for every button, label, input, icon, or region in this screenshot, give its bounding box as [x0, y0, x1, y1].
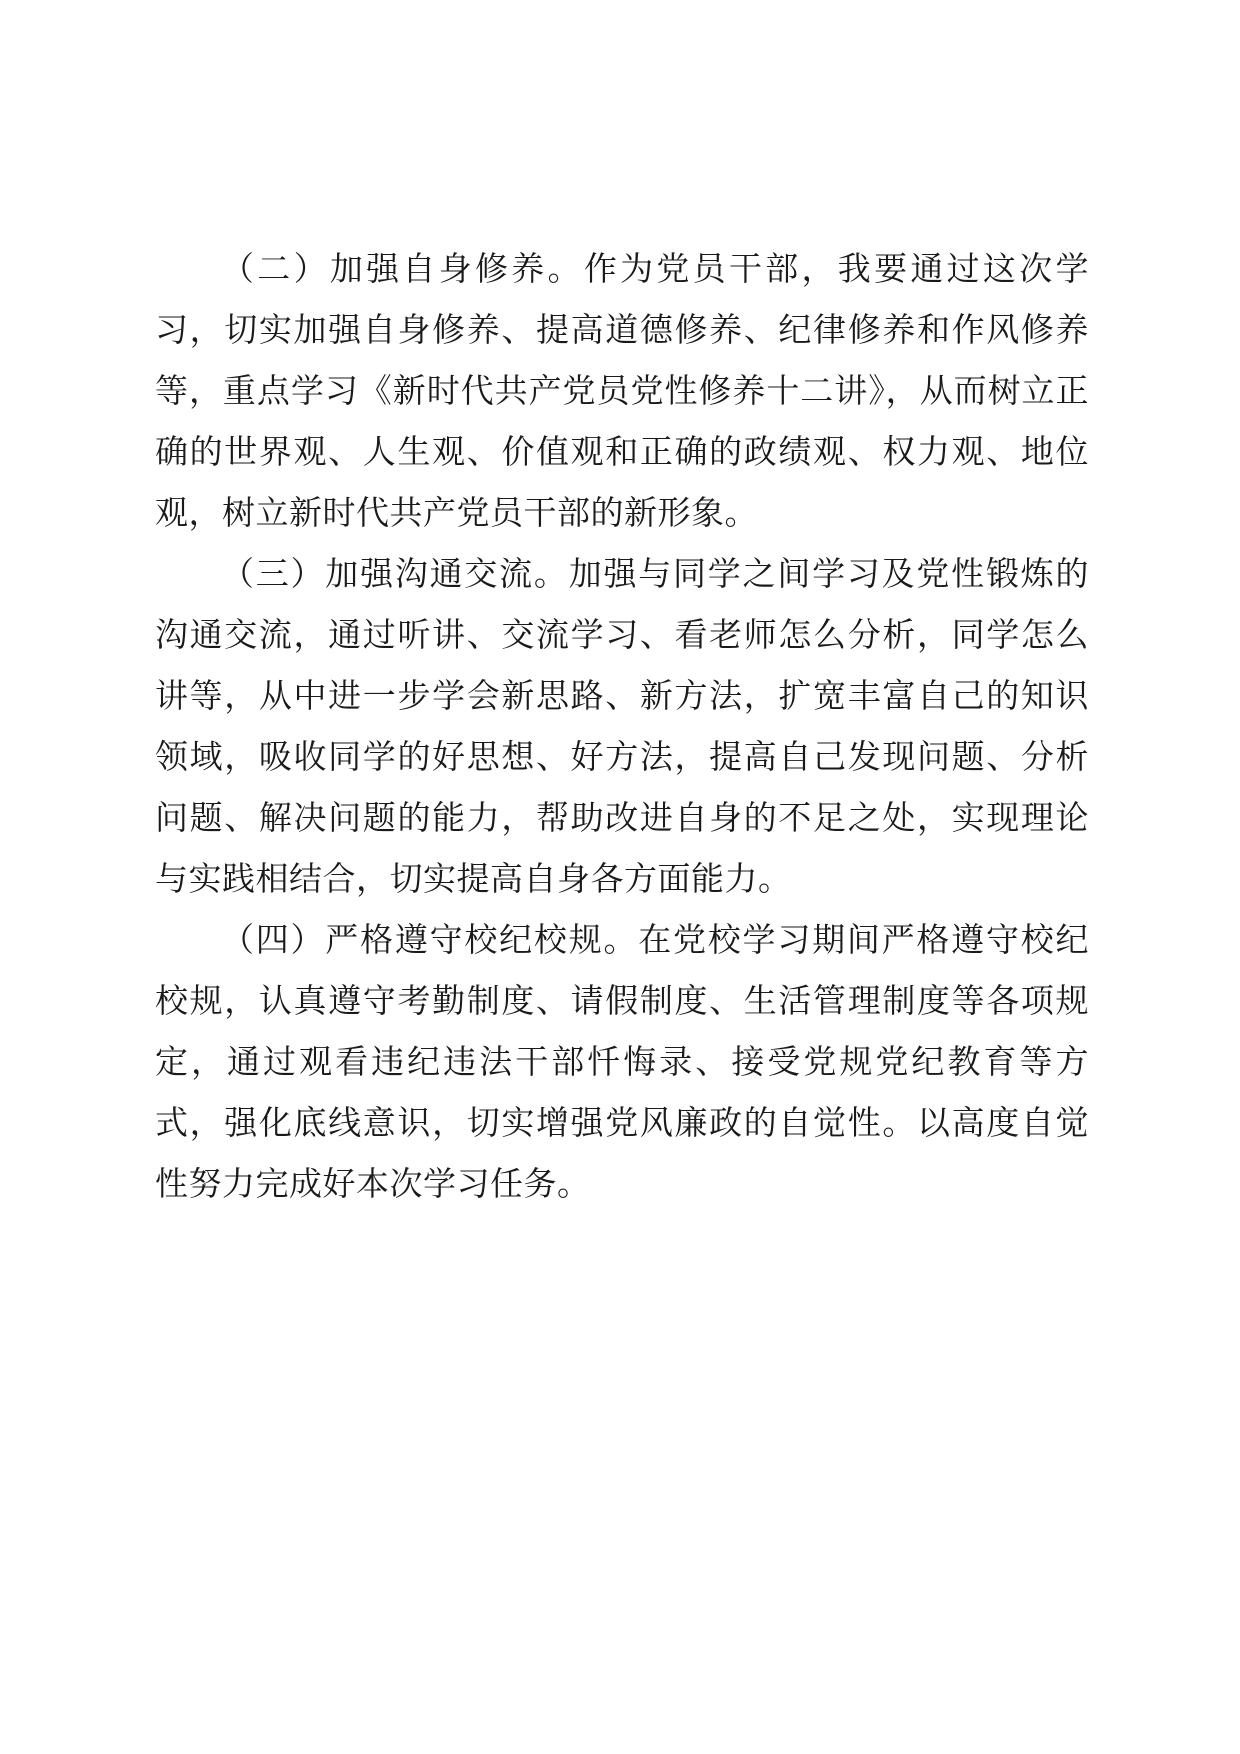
document-body: [155, 238, 1089, 1214]
paragraph-obey-school-rules: （四）严格遵守校纪校规。在党校学习期间严格遵守校纪校规，认真遵守考勤制度、请假制度、生活管理制度等各项规定，通过观看违纪违法干部忏悔录、接受党规党纪教育等方式，强化底线意识，切实增强党风廉政的自觉性。以高度自觉性努力完成好本次学习任务。: [155, 920, 1089, 1203]
paragraph-strengthen-self-cultivation: （二）加强自身修养。作为党员干部，我要通过这次学习，切实加强自身修养、提高道德修养、纪律修养和作风修养等，重点学习《新时代共产党员党性修养十二讲》，从而树立正确的世界观、人生观、价值观和正确的政绩观、权力观、地位观，树立新时代共产党员干部的新形象。: [155, 249, 1089, 532]
paragraph-strengthen-communication: （三）加强沟通交流。加强与同学之间学习及党性锻炼的沟通交流，通过听讲、交流学习、看老师怎么分析，同学怎么讲等，从中进一步学会新思路、新方法，扩宽丰富自己的知识领域，吸收同学的好思想、好方法，提高自己发现问题、分析问题、解决问题的能力，帮助改进自身的不足之处，实现理论与实践相结合，切实提高自身各方面能力。: [155, 554, 1089, 898]
